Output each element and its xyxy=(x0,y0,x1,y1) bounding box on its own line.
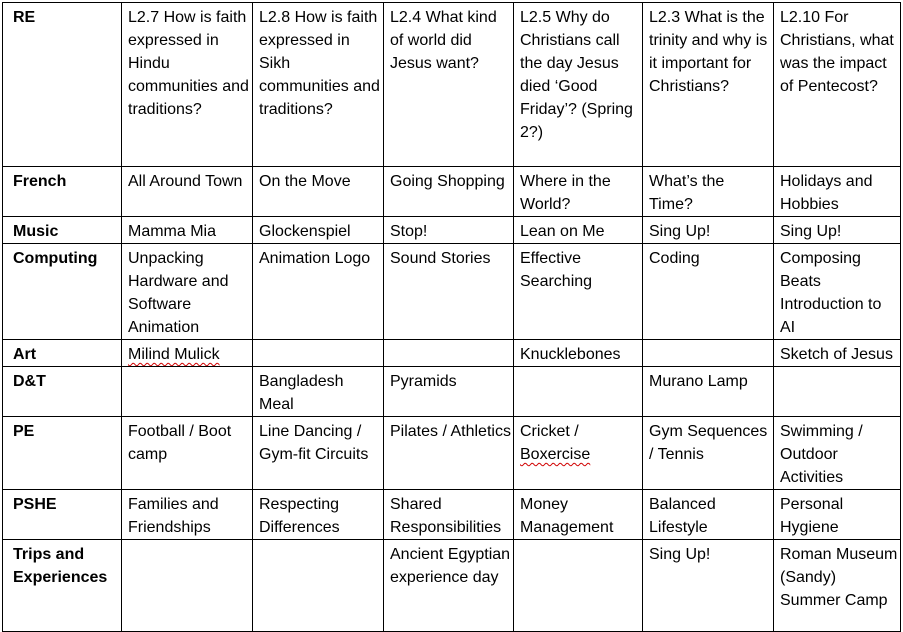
table-cell: Coding xyxy=(643,244,774,340)
table-cell: Murano Lamp xyxy=(643,367,774,417)
table-cell: Stop! xyxy=(384,217,514,244)
table-cell: Ancient Egyptian experience day xyxy=(384,540,514,632)
subject-cell: Computing xyxy=(3,244,122,340)
table-cell: Holidays and Hobbies xyxy=(774,167,901,217)
table-row xyxy=(3,490,901,540)
table-cell: Roman Museum (Sandy) Summer Camp xyxy=(774,540,901,632)
table-row xyxy=(3,3,901,167)
table-row xyxy=(3,367,901,417)
table-cell: Families and Friendships xyxy=(122,490,253,540)
table-cell: On the Move xyxy=(253,167,384,217)
table-cell: L2.3 What is the trinity and why is it important for Christians? xyxy=(643,3,774,167)
table-cell: Respecting Differences xyxy=(253,490,384,540)
table-cell: Football / Boot camp xyxy=(122,417,253,490)
table-cell: Line Dancing / Gym-fit Circuits xyxy=(253,417,384,490)
subject-cell: RE xyxy=(3,3,122,167)
table-cell: Glockenspiel xyxy=(253,217,384,244)
table-cell: Mamma Mia xyxy=(122,217,253,244)
table-cell: Animation Logo xyxy=(253,244,384,340)
table-row xyxy=(3,540,901,632)
table-cell: What’s the Time? xyxy=(643,167,774,217)
subject-cell: PE xyxy=(3,417,122,490)
table-cell: Pilates / Athletics xyxy=(384,417,514,490)
subject-cell: French xyxy=(3,167,122,217)
table-cell: Balanced Lifestyle xyxy=(643,490,774,540)
table-cell xyxy=(253,340,384,367)
subject-cell: Music xyxy=(3,217,122,244)
table-row xyxy=(3,340,901,367)
table-cell: Gym Sequences / Tennis xyxy=(643,417,774,490)
spellcheck-underlined-text: Milind Mulick xyxy=(128,346,220,363)
table-cell: Composing Beats Introduction to AI xyxy=(774,244,901,340)
table-cell: L2.4 What kind of world did Jesus want? xyxy=(384,3,514,167)
table-row xyxy=(3,167,901,217)
table-cell: All Around Town xyxy=(122,167,253,217)
table-cell: Sing Up! xyxy=(643,540,774,632)
table-cell: Sound Stories xyxy=(384,244,514,340)
table-cell: Swimming / Outdoor Activities xyxy=(774,417,901,490)
table-cell xyxy=(514,417,643,490)
cricket-boxercise-text: Cricket / Boxercise xyxy=(520,423,591,463)
subject-cell: Art xyxy=(3,340,122,367)
table-cell xyxy=(774,367,901,417)
table-cell: Sing Up! xyxy=(774,217,901,244)
table-row xyxy=(3,244,901,340)
table-cell xyxy=(122,367,253,417)
subject-cell: Trips and Experiences xyxy=(3,540,122,632)
table-cell: Lean on Me xyxy=(514,217,643,244)
table-cell xyxy=(253,540,384,632)
subject-cell: D&T xyxy=(3,367,122,417)
table-cell xyxy=(384,340,514,367)
table-cell: Going Shopping xyxy=(384,167,514,217)
table-cell xyxy=(514,367,643,417)
table-cell: L2.8 How is faith expressed in Sikh communities and traditions? xyxy=(253,3,384,167)
table-cell: L2.10 For Christians, what was the impact of Pentecost? xyxy=(774,3,901,167)
table-cell: Sing Up! xyxy=(643,217,774,244)
table-cell: Pyramids xyxy=(384,367,514,417)
table-cell: Unpacking Hardware and Software Animation xyxy=(122,244,253,340)
table-cell: Where in the World? xyxy=(514,167,643,217)
table-cell: Effective Searching xyxy=(514,244,643,340)
table-row xyxy=(3,417,901,490)
table-cell: Bangladesh Meal xyxy=(253,367,384,417)
table-cell: Sketch of Jesus xyxy=(774,340,901,367)
table-cell: Money Management xyxy=(514,490,643,540)
table-cell: Knucklebones xyxy=(514,340,643,367)
table-cell xyxy=(643,340,774,367)
table-cell xyxy=(122,540,253,632)
spellcheck-underlined-text: Boxercise xyxy=(520,446,591,463)
table-cell: Personal Hygiene xyxy=(774,490,901,540)
subject-cell: PSHE xyxy=(3,490,122,540)
table-cell: L2.7 How is faith expressed in Hindu communities and traditions? xyxy=(122,3,253,167)
table-cell xyxy=(514,540,643,632)
table-cell xyxy=(122,340,253,367)
table-cell: L2.5 Why do Christians call the day Jesus died ‘Good Friday’? (Spring 2?) xyxy=(514,3,643,167)
table-row xyxy=(3,217,901,244)
curriculum-table xyxy=(2,2,901,632)
table-cell: Shared Responsibilities xyxy=(384,490,514,540)
